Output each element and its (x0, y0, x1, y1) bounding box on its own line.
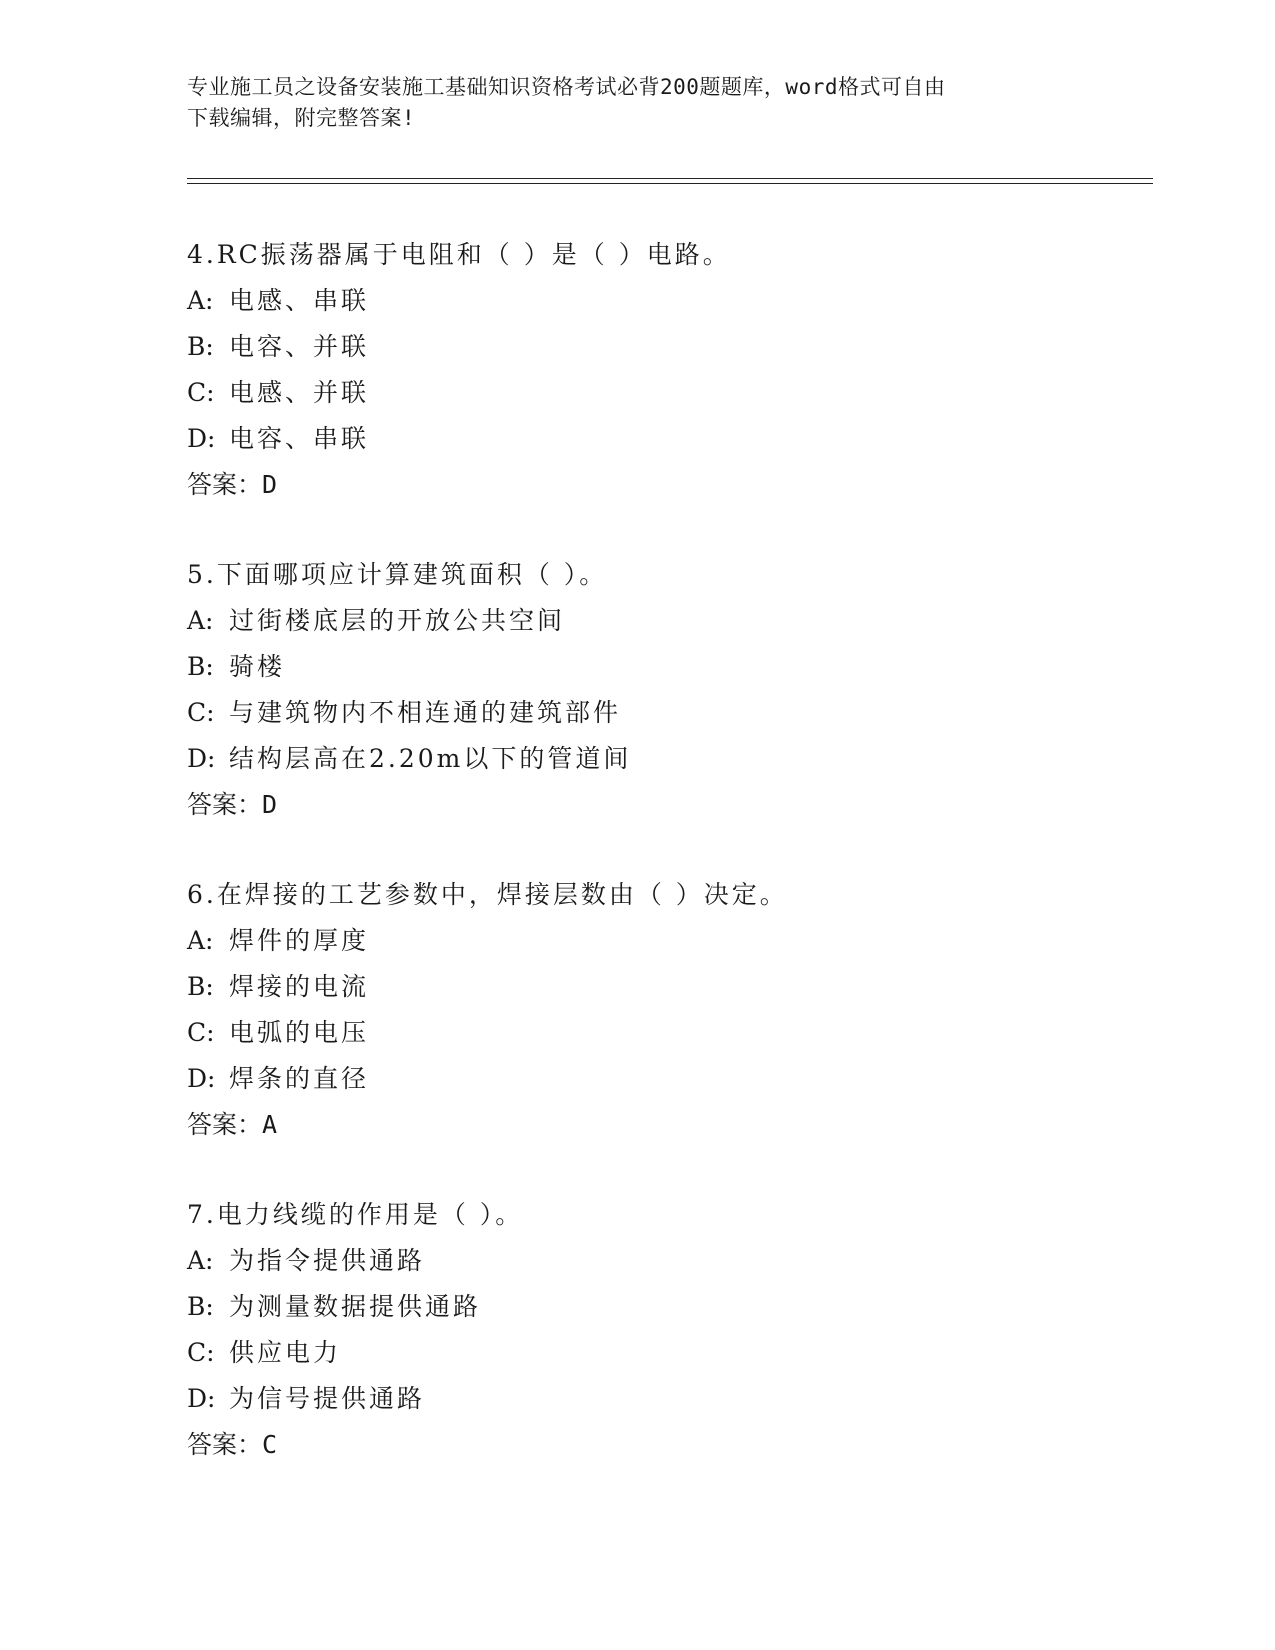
option-c (187, 690, 1147, 736)
option-text: 为测量数据提供通路 (229, 1292, 482, 1321)
option-text: 电弧的电压 (229, 1018, 370, 1047)
question-stem: 5.下面哪项应计算建筑面积（ ）。 (187, 560, 608, 589)
option-key: D: (187, 424, 216, 453)
option-key: B: (187, 972, 214, 1001)
question-4 (187, 232, 1147, 508)
option-b (187, 1284, 1147, 1330)
option-d (187, 416, 1147, 462)
option-key: C: (187, 378, 215, 407)
answer-line: 答案：D (187, 470, 278, 499)
option-key: B: (187, 332, 214, 361)
option-c (187, 1010, 1147, 1056)
question-stem: 7.电力线缆的作用是（ ）。 (187, 1200, 524, 1229)
option-b (187, 964, 1147, 1010)
option-b (187, 324, 1147, 370)
option-key: A: (187, 1246, 214, 1275)
option-text: 为指令提供通路 (229, 1246, 426, 1275)
option-a (187, 1238, 1147, 1284)
option-text: 焊件的厚度 (229, 926, 370, 955)
question-7 (187, 1192, 1147, 1468)
option-d (187, 1376, 1147, 1422)
option-key: D: (187, 1384, 216, 1413)
option-text: 焊条的直径 (229, 1064, 370, 1093)
question-stem: 6.在焊接的工艺参数中，焊接层数由（ ）决定。 (187, 880, 788, 909)
option-text: 结构层高在2.20m以下的管道间 (229, 744, 632, 773)
question-list (187, 232, 1147, 1512)
document-header (187, 72, 1067, 134)
header-line-1: 专业施工员之设备安装施工基础知识资格考试必背200题题库，word格式可自由 (187, 75, 946, 99)
header-divider-bottom (187, 183, 1153, 184)
option-b (187, 644, 1147, 690)
option-key: C: (187, 1338, 215, 1367)
header-divider-top (187, 178, 1153, 179)
question-6 (187, 872, 1147, 1148)
option-text: 电感、并联 (229, 378, 370, 407)
option-c (187, 1330, 1147, 1376)
option-c (187, 370, 1147, 416)
answer-line: 答案：C (187, 1430, 278, 1459)
option-key: A: (187, 286, 214, 315)
option-text: 骑楼 (229, 652, 286, 681)
answer-line: 答案：A (187, 1110, 278, 1139)
option-key: A: (187, 606, 214, 635)
option-text: 电容、串联 (229, 424, 370, 453)
option-d (187, 1056, 1147, 1102)
option-key: B: (187, 652, 214, 681)
option-text: 电感、串联 (229, 286, 370, 315)
option-text: 与建筑物内不相连通的建筑部件 (229, 698, 622, 727)
header-line-2: 下载编辑，附完整答案! (187, 106, 416, 130)
option-text: 过街楼底层的开放公共空间 (229, 606, 566, 635)
answer-line: 答案：D (187, 790, 278, 819)
question-5 (187, 552, 1147, 828)
option-a (187, 278, 1147, 324)
option-text: 供应电力 (229, 1338, 342, 1367)
option-key: D: (187, 1064, 216, 1093)
option-key: C: (187, 1018, 215, 1047)
option-text: 焊接的电流 (229, 972, 370, 1001)
option-key: B: (187, 1292, 214, 1321)
question-stem: 4.RC振荡器属于电阻和（ ）是（ ）电路。 (187, 240, 731, 269)
option-a (187, 918, 1147, 964)
option-key: D: (187, 744, 216, 773)
option-text: 电容、并联 (229, 332, 370, 361)
option-key: C: (187, 698, 215, 727)
option-key: A: (187, 926, 214, 955)
option-d (187, 736, 1147, 782)
option-text: 为信号提供通路 (229, 1384, 426, 1413)
option-a (187, 598, 1147, 644)
